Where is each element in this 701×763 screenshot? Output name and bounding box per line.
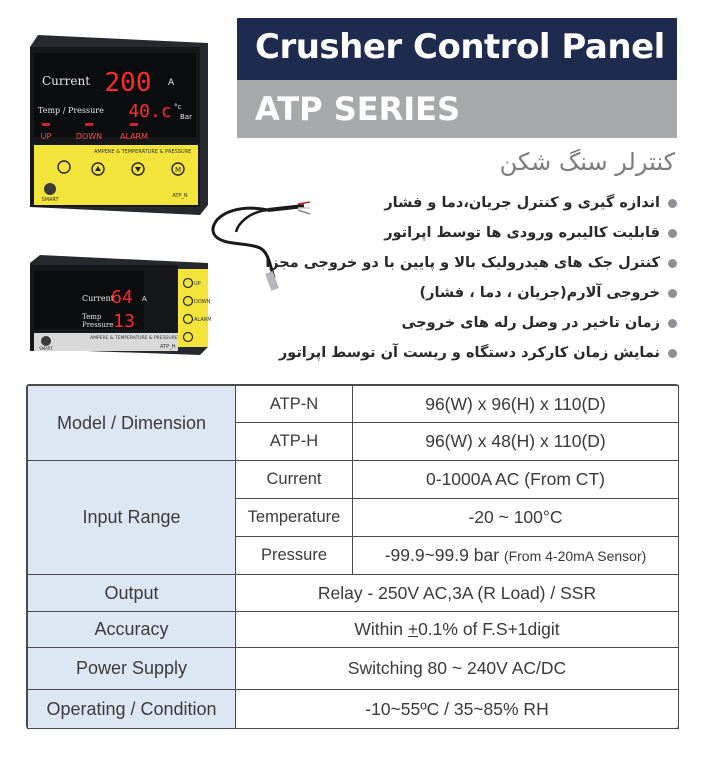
- model-dimension: 96(W) x 48(H) x 110(D): [353, 423, 679, 461]
- feature-item: زمان تاخیر در وصل رله های خروجی: [257, 312, 677, 342]
- input-value: 0-1000A AC (From CT): [353, 461, 679, 499]
- row-header-operating: Operating / Condition: [28, 690, 236, 729]
- bullet-icon: [668, 259, 677, 268]
- svg-text:SMART: SMART: [41, 197, 59, 203]
- table-row: [28, 648, 679, 690]
- row-header-accuracy: Accuracy: [28, 612, 236, 648]
- input-name: Current: [236, 461, 353, 499]
- table-row: [28, 575, 679, 612]
- row-header-input: Input Range: [28, 461, 236, 575]
- svg-text:ALARM: ALARM: [194, 317, 212, 323]
- svg-text:DOWN: DOWN: [75, 132, 103, 141]
- svg-text:40.c: 40.c: [128, 101, 172, 122]
- svg-text:200: 200: [104, 68, 152, 98]
- persian-subtitle: کنترلر سنگ شکن: [499, 148, 675, 176]
- series-banner: [237, 80, 677, 138]
- input-value: -20 ~ 100°C: [353, 499, 679, 537]
- accuracy-value: Within +0.1% of F.S+1digit: [236, 612, 679, 648]
- svg-text:Temp: Temp: [82, 313, 102, 321]
- feature-item: اندازه گیری و کنترل جریان،دما و فشار: [257, 192, 677, 222]
- bullet-icon: [668, 319, 677, 328]
- feature-item: نمایش زمان کارکرد دستگاه و ریست آن توسط اپراتور: [257, 342, 677, 372]
- row-header-model: Model / Dimension: [28, 386, 236, 461]
- svg-text:Pressure: Pressure: [82, 321, 114, 329]
- svg-text:°c: °c: [174, 103, 182, 111]
- svg-text:Temp / Pressure: Temp / Pressure: [38, 106, 104, 115]
- svg-text:Bar: Bar: [180, 113, 192, 121]
- output-value: Relay - 250V AC,3A (R Load) / SSR: [236, 575, 679, 612]
- spec-table: [26, 384, 679, 729]
- input-value: -99.9~99.9 bar (From 4-20mA Sensor): [353, 537, 679, 575]
- power-value: Switching 80 ~ 240V AC/DC: [236, 648, 679, 690]
- row-header-power: Power Supply: [28, 648, 236, 690]
- svg-text:Current: Current: [42, 74, 91, 88]
- temperature-sensor-image: [208, 192, 312, 292]
- page-title: Crusher Control Panel: [255, 27, 665, 67]
- bullet-icon: [668, 199, 677, 208]
- feature-list: [257, 192, 677, 372]
- bullet-icon: [668, 289, 677, 298]
- feature-item: قابلیت کالیبره ورودی ها توسط اپراتور: [257, 222, 677, 252]
- svg-text:DOWN: DOWN: [194, 299, 211, 305]
- svg-text:UP: UP: [194, 281, 201, 287]
- svg-text:A: A: [142, 295, 147, 303]
- svg-text:M: M: [174, 166, 182, 174]
- model-name: ATP-N: [236, 386, 353, 423]
- feature-item: خروجی آلارم(جریان ، دما ، فشار): [257, 282, 677, 312]
- svg-text:ALARM: ALARM: [119, 132, 149, 141]
- atp-h-controller-image: [30, 255, 212, 355]
- bullet-icon: [668, 349, 677, 358]
- svg-text:AMPERE & TEMPERATURE & PRESSUR: AMPERE & TEMPERATURE & PRESSURE: [94, 149, 192, 155]
- svg-text:UP: UP: [40, 132, 52, 141]
- svg-text:13: 13: [113, 311, 135, 332]
- table-row: [28, 386, 679, 423]
- table-row: [28, 690, 679, 729]
- model-dimension: 96(W) x 96(H) x 110(D): [353, 386, 679, 423]
- svg-text:ATP_N: ATP_N: [172, 193, 188, 199]
- row-header-output: Output: [28, 575, 236, 612]
- operating-value: -10~55ºC / 35~85% RH: [236, 690, 679, 729]
- svg-text:AMPERE & TEMPERATURE & PRESSUR: AMPERE & TEMPERATURE & PRESSURE: [90, 336, 178, 341]
- feature-item: کنترل جک های هیدرولیک بالا و پایین با دو خروجی مجزا: [257, 252, 677, 282]
- model-name: ATP-H: [236, 423, 353, 461]
- svg-text:Current: Current: [82, 294, 115, 303]
- series-title: ATP SERIES: [255, 90, 461, 128]
- svg-text:A: A: [168, 78, 175, 88]
- table-row: [28, 461, 679, 499]
- atp-n-controller-image: [30, 35, 208, 215]
- table-row: [28, 612, 679, 648]
- bullet-icon: [668, 229, 677, 238]
- input-name: Temperature: [236, 499, 353, 537]
- svg-text:64: 64: [111, 287, 133, 308]
- input-name: Pressure: [236, 537, 353, 575]
- svg-text:ATP_H: ATP_H: [160, 344, 176, 350]
- svg-text:SMART: SMART: [39, 346, 53, 351]
- title-banner: [237, 18, 677, 80]
